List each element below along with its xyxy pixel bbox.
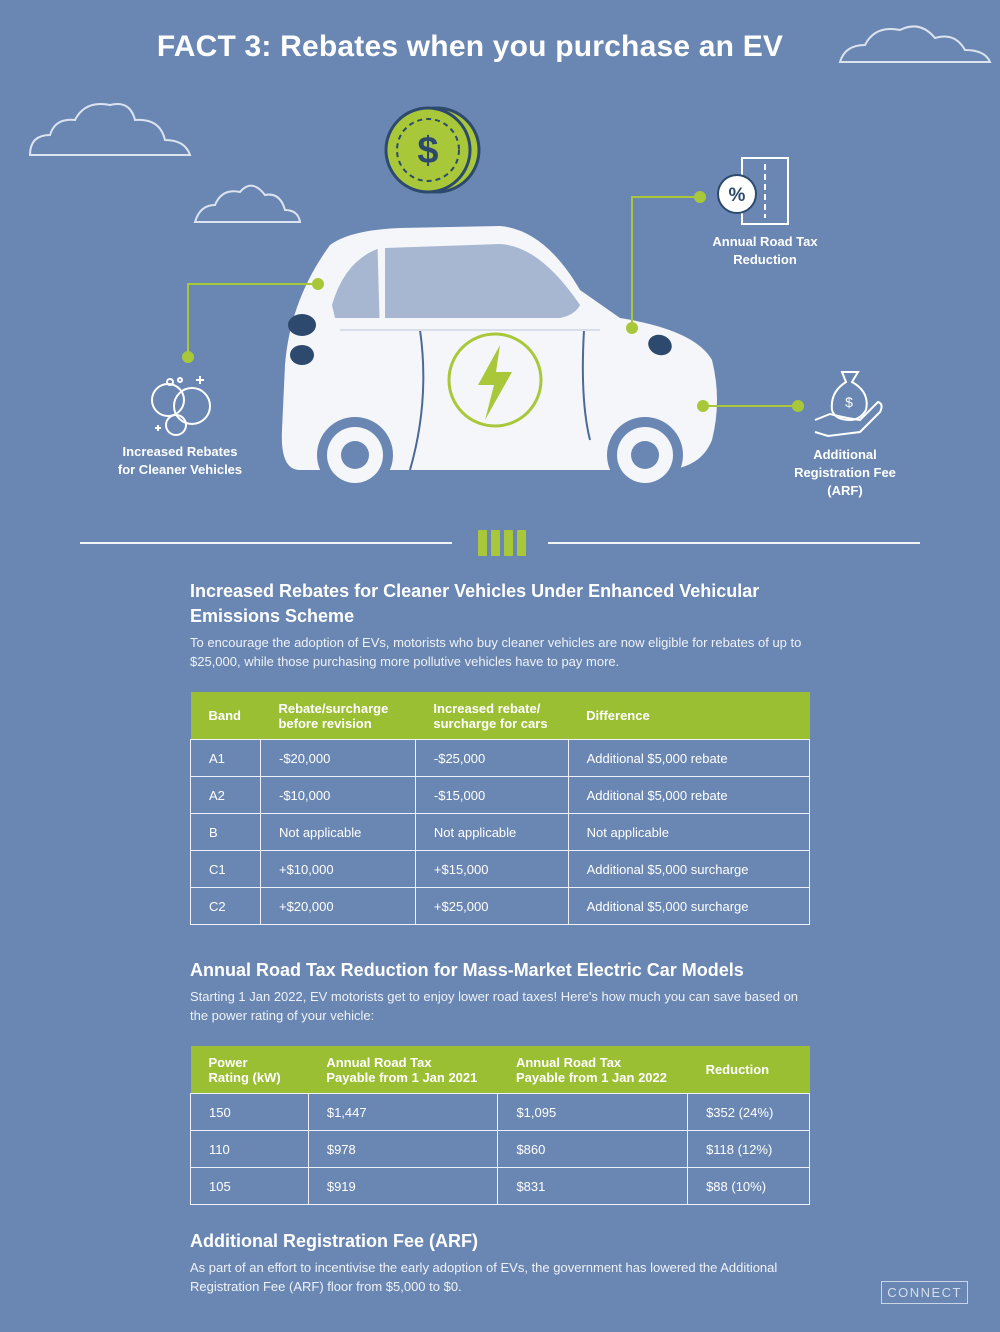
- table-row: [191, 1168, 810, 1205]
- table-cell: Additional $5,000 rebate: [568, 777, 809, 814]
- table-cell: $88 (10%): [688, 1168, 810, 1205]
- table-cell: $118 (12%): [688, 1131, 810, 1168]
- table-row: [191, 1094, 810, 1131]
- svg-text:%: %: [728, 185, 746, 206]
- table-cell: A2: [191, 777, 261, 814]
- percent-road-icon: [718, 158, 788, 224]
- cloud-icon: [840, 26, 990, 62]
- column-header: Rebate/surcharge before revision: [260, 692, 415, 740]
- cloud-icon: [195, 186, 300, 222]
- table-cell: C2: [191, 888, 261, 925]
- page-title: FACT 3: Rebates when you purchase an EV: [156, 30, 784, 63]
- column-header: Annual Road Tax Payable from 1 Jan 2022: [498, 1046, 688, 1094]
- table-cell: 150: [191, 1094, 309, 1131]
- arf-section: [190, 1229, 810, 1296]
- table-cell: Additional $5,000 rebate: [568, 740, 809, 777]
- table-cell: $978: [308, 1131, 498, 1168]
- table-cell: Not applicable: [415, 814, 568, 851]
- dollar-coin-icon: [386, 108, 479, 192]
- divider-ornament: [478, 530, 526, 556]
- connect-watermark: CONNECT: [881, 1281, 968, 1304]
- road-tax-table: [190, 1046, 810, 1205]
- table-cell: 105: [191, 1168, 309, 1205]
- table-cell: +$10,000: [260, 851, 415, 888]
- table-row: [191, 814, 810, 851]
- column-header: Reduction: [688, 1046, 810, 1094]
- table-row: [191, 888, 810, 925]
- table-cell: -$15,000: [415, 777, 568, 814]
- table-cell: Not applicable: [568, 814, 809, 851]
- road-tax-table-wrap: [190, 1046, 810, 1205]
- table-cell: $352 (24%): [688, 1094, 810, 1131]
- table-row: [191, 740, 810, 777]
- cloud-icon: [30, 104, 190, 155]
- table-row: [191, 851, 810, 888]
- money-bag-hand-icon: [815, 372, 882, 436]
- rebates-heading: Increased Rebates for Cleaner Vehicles Under Enhanced Vehicular Emissions Scheme: [190, 581, 760, 626]
- rebates-body: To encourage the adoption of EVs, motorists who buy cleaner vehicles are now eligible for rebates of up to $25,000, while those purchasing more pollutive vehicles have to pay more.: [190, 635, 802, 669]
- table-cell: B: [191, 814, 261, 851]
- table-header-row: [191, 1046, 810, 1094]
- table-row: [191, 777, 810, 814]
- table-cell: $1,447: [308, 1094, 498, 1131]
- rebates-table: [190, 692, 810, 925]
- table-cell: +$15,000: [415, 851, 568, 888]
- table-cell: -$20,000: [260, 740, 415, 777]
- table-cell: $860: [498, 1131, 688, 1168]
- arf-body: As part of an effort to incentivise the early adoption of EVs, the government has lowered the Additional Registration Fee (ARF) floor from $5,000 to $0.: [190, 1260, 778, 1294]
- table-cell: -$10,000: [260, 777, 415, 814]
- column-header: Annual Road Tax Payable from 1 Jan 2021: [308, 1046, 498, 1094]
- table-cell: +$25,000: [415, 888, 568, 925]
- table-cell: -$25,000: [415, 740, 568, 777]
- table-cell: Additional $5,000 surcharge: [568, 851, 809, 888]
- bubbles-icon: [152, 376, 210, 435]
- svg-text:$: $: [845, 394, 853, 410]
- callout-road-tax-label: Annual Road Tax Reduction: [712, 234, 818, 267]
- table-cell: C1: [191, 851, 261, 888]
- divider-left: [80, 542, 452, 544]
- callout-arf-label: Additional Registration Fee (ARF): [794, 447, 896, 498]
- callout-rebates-label: Increased Rebates for Cleaner Vehicles: [117, 444, 243, 477]
- column-header: Band: [191, 692, 261, 740]
- divider-right: [548, 542, 920, 544]
- road-tax-heading: Annual Road Tax Reduction for Mass-Market Electric Car Models: [190, 960, 744, 980]
- table-cell: Additional $5,000 surcharge: [568, 888, 809, 925]
- table-cell: Not applicable: [260, 814, 415, 851]
- arf-heading: Additional Registration Fee (ARF): [190, 1231, 478, 1251]
- rebates-section: [190, 579, 810, 671]
- table-header-row: [191, 692, 810, 740]
- electric-car-icon: [282, 226, 717, 493]
- svg-text:$: $: [417, 130, 439, 172]
- column-header: Increased rebate/ surcharge for cars: [415, 692, 568, 740]
- road-tax-section: [190, 958, 810, 1025]
- table-cell: $1,095: [498, 1094, 688, 1131]
- table-cell: 110: [191, 1131, 309, 1168]
- table-cell: $831: [498, 1168, 688, 1205]
- table-cell: +$20,000: [260, 888, 415, 925]
- table-row: [191, 1131, 810, 1168]
- table-cell: $919: [308, 1168, 498, 1205]
- table-cell: A1: [191, 740, 261, 777]
- rebates-table-wrap: [190, 692, 810, 925]
- road-tax-body: Starting 1 Jan 2022, EV motorists get to enjoy lower road taxes! Here's how much you can save based on the power rating of your vehicle:: [190, 989, 799, 1023]
- column-header: Power Rating (kW): [191, 1046, 309, 1094]
- column-header: Difference: [568, 692, 809, 740]
